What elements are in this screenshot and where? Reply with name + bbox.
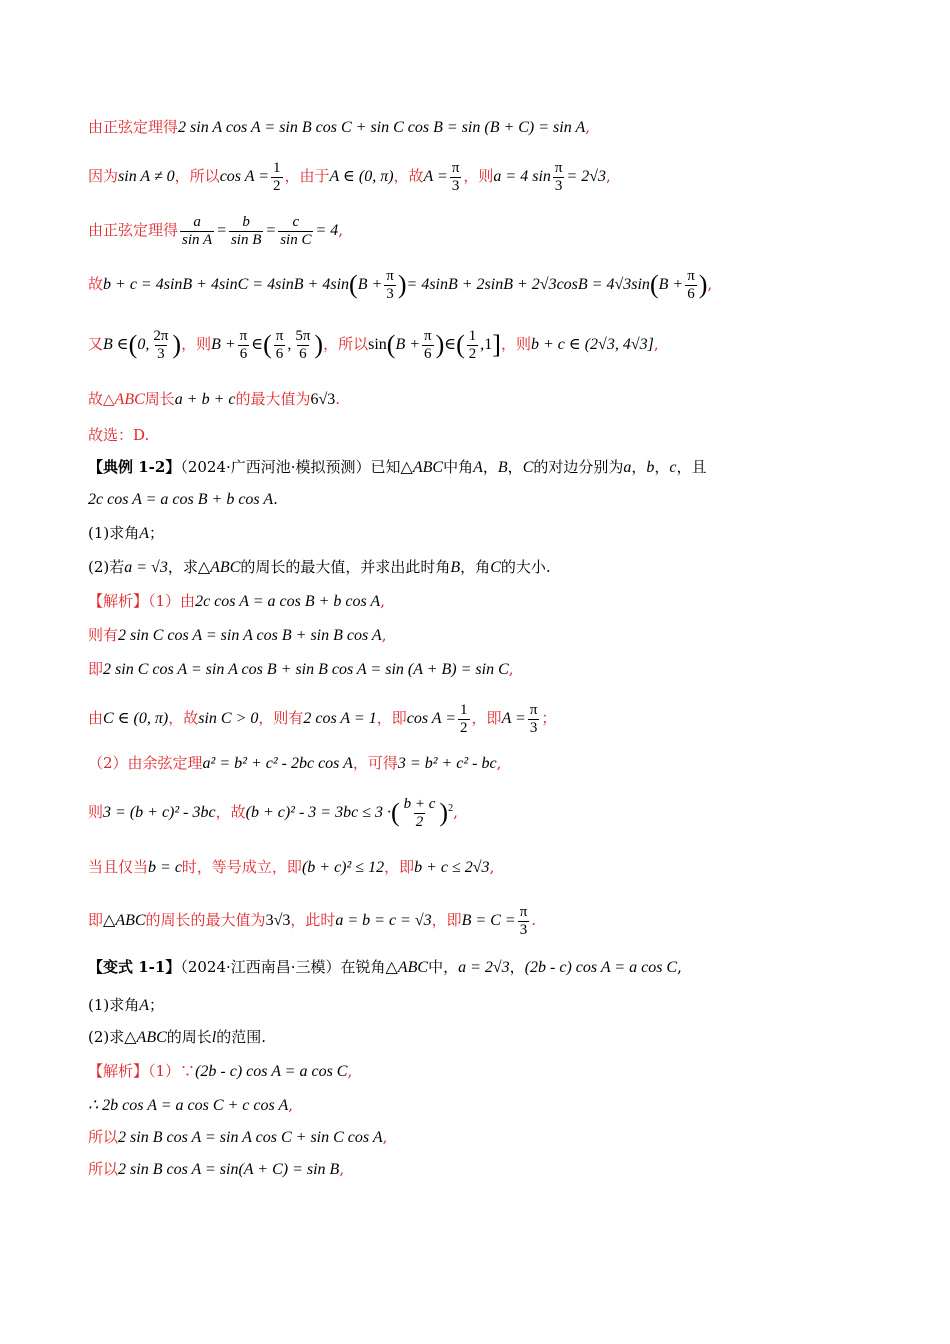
variant-analysis-2: ∴ 2b cos A = a cos C + c cos A, bbox=[88, 1096, 293, 1114]
analysis-tag: 【解析】 bbox=[88, 1062, 149, 1080]
punct: , bbox=[585, 118, 590, 136]
solution-line-3: 由正弦定理得 $\frac{a}{\text{sin A}}$ = $\frac{b}{\text{sin B}}$ = $\frac{c}{\text{sin C}}$ = 4, bbox=[88, 214, 344, 248]
math: cos A = bbox=[406, 710, 457, 727]
solution-line-6 bbox=[88, 390, 910, 411]
math: ∈ bbox=[251, 336, 264, 353]
answer-line bbox=[88, 426, 910, 446]
text: 故 bbox=[88, 275, 104, 293]
fraction: $\frac{\pi}{3}$ bbox=[386, 268, 394, 302]
math: a² = b² + c² - 2bc cos A bbox=[202, 755, 353, 772]
math: a = b = c = √3 bbox=[335, 912, 432, 929]
math: △ABC bbox=[124, 1029, 167, 1046]
exponent: 2 bbox=[448, 803, 454, 814]
variant-question-1: (1)求角A； bbox=[88, 996, 165, 1014]
math: C bbox=[490, 559, 501, 576]
math: = 2√3 bbox=[566, 168, 607, 185]
analysis-line-3: 即2 sin C cos A = sin A cos B + sin B cos A = sin (A + B) = sin C, bbox=[88, 660, 514, 678]
equation: 2 sin C cos A = sin A cos B + sin B cos A = sin (A + B) = sin C bbox=[103, 661, 509, 678]
fraction: $\frac{\pi}{6}$ bbox=[424, 328, 432, 362]
punct: , bbox=[653, 335, 659, 353]
variant-analysis-1: 【解析】（1）∵(2b - c) cos A = a cos C, bbox=[88, 1062, 353, 1080]
math: cos A = bbox=[219, 168, 270, 185]
variant-1-1-heading: 【变式 1-1】（2024·江西南昌·三模）在锐角△ABC中，a = 2√3，(2b - c) cos A = a cos C, bbox=[88, 958, 682, 976]
example-condition: 2c cos A = a cos B + b cos A. bbox=[88, 490, 278, 508]
variant-tag: 【变式 1-1】 bbox=[88, 958, 181, 976]
math: sin C > 0 bbox=[198, 710, 259, 727]
math: △ABC bbox=[197, 559, 241, 576]
fraction: $\frac{c}{\text{sin C}}$ bbox=[280, 214, 312, 248]
math: b + c = 4sinB + 4sinC = 4sinB + 4sin bbox=[103, 276, 350, 293]
math: = 4 bbox=[315, 222, 339, 239]
fraction: $\frac{\pi}{6}$ bbox=[239, 328, 248, 362]
fraction: $\frac{b}{\text{sin B}}$ bbox=[230, 214, 262, 248]
math: b + c ≤ 2√3 bbox=[414, 859, 490, 876]
math: 3√3 bbox=[265, 912, 291, 929]
math: 3 = b² + c² - bc bbox=[397, 755, 497, 772]
text: 周长 bbox=[144, 390, 175, 408]
math: a = 2√3 bbox=[458, 959, 510, 976]
equation: 2 sin B cos A = sin(A + C) = sin B bbox=[118, 1161, 340, 1178]
math: l bbox=[211, 1029, 217, 1046]
variant-analysis-3: 所以2 sin B cos A = sin A cos C + sin C cos A, bbox=[88, 1128, 388, 1146]
math: a bbox=[623, 459, 632, 476]
punct: , bbox=[338, 221, 344, 239]
fraction: $\frac{\pi}{3}$ bbox=[554, 160, 563, 194]
math: A bbox=[139, 997, 150, 1014]
analysis-line-8: 即△ABC的周长的最大值为3√3，此时a = b = c = √3，即B = C = $\frac{\pi}{3}$ . bbox=[88, 904, 537, 938]
analysis-line-5: （2）由余弦定理a² = b² + c² - 2bc cos A，可得3 = b² + c² - bc, bbox=[88, 754, 502, 772]
math: a = √3 bbox=[124, 559, 168, 576]
text: ，则 bbox=[500, 335, 531, 353]
math: B + bbox=[211, 336, 236, 353]
math: B bbox=[497, 459, 508, 476]
punct: , bbox=[606, 167, 611, 185]
fraction: $\frac{b + c}{2}$ bbox=[403, 796, 436, 830]
equation: 2 sin A cos A = sin B cos C + sin C cos B = sin (B + C) = sin A bbox=[178, 119, 586, 136]
text: （2024·广西河池·模拟预测）已知 bbox=[180, 458, 401, 476]
math: B + bbox=[395, 336, 421, 353]
equation: 2c cos A = a cos B + b cos A bbox=[88, 491, 274, 508]
math: △ABC bbox=[400, 459, 444, 476]
solution-line-5: 又B ∈(0, $\frac{2\pi}{3}$ )，则B + $\frac{\pi}{6}$ ∈( $\frac{\pi}{6}$ , $\frac{5\pi}{6}$ )，所以sin(B + $\frac{\pi}{6}$ )∈( $\frac{1}{2}$ ,1]，则b + c ∈ (2√3, 4√3], bbox=[88, 328, 659, 362]
equation: 2c cos A = a cos B + b cos A bbox=[195, 593, 381, 610]
math: ,1 bbox=[480, 336, 493, 353]
math: △ABC bbox=[103, 912, 146, 929]
math: (b + c)² ≤ 12 bbox=[301, 859, 385, 876]
math: sin bbox=[368, 336, 387, 353]
text: 由正弦定理得 bbox=[88, 221, 179, 239]
math: A = bbox=[423, 168, 448, 185]
math: 0, bbox=[137, 336, 150, 353]
punct: , bbox=[707, 275, 713, 293]
analysis-line-2: 则有2 sin C cos A = sin A cos B + sin B cos A, bbox=[88, 626, 387, 644]
math: b + c ∈ (2√3, 4√3] bbox=[530, 336, 654, 353]
text: 故△ bbox=[88, 390, 115, 408]
analysis-line-1: 【解析】（1）由2c cos A = a cos B + b cos A, bbox=[88, 592, 385, 610]
fraction: $\frac{5\pi}{6}$ bbox=[295, 328, 311, 362]
math: 6√3 bbox=[310, 391, 336, 408]
text: ，由于 bbox=[284, 167, 330, 185]
text: 因为 bbox=[88, 167, 119, 185]
example-tag: 【典例 1-2】 bbox=[88, 458, 181, 476]
example-1-2-heading: 【典例 1-2】（2024·广西河池·模拟预测）已知△ABC中角A，B，C的对边分别为a，b，c，且 bbox=[88, 458, 707, 476]
math: ABC bbox=[114, 391, 145, 408]
fraction: $\frac{1}{2}$ bbox=[460, 702, 468, 736]
math: A = bbox=[501, 710, 526, 727]
text: 由正弦定理得 bbox=[88, 118, 179, 136]
fraction: $\frac{2\pi}{3}$ bbox=[153, 328, 169, 362]
math: △ABC bbox=[385, 959, 429, 976]
math: a + b + c bbox=[174, 391, 236, 408]
math: B bbox=[450, 559, 461, 576]
math: sin A ≠ 0 bbox=[118, 168, 175, 185]
question-1: (1)求角A； bbox=[88, 524, 165, 542]
solution-line-1 bbox=[88, 118, 910, 139]
fraction: $\frac{1}{2}$ bbox=[273, 160, 281, 194]
math: B + bbox=[357, 276, 383, 293]
text: 又 bbox=[88, 335, 104, 353]
variant-question-2: (2)求△ABC的周长l的范围. bbox=[88, 1028, 267, 1046]
equation: (2b - c) cos A = a cos C bbox=[195, 1063, 348, 1080]
fraction: $\frac{\pi}{6}$ bbox=[275, 328, 284, 362]
fraction: $\frac{1}{2}$ bbox=[468, 328, 477, 362]
analysis-line-7: 当且仅当b = c时，等号成立，即(b + c)² ≤ 12，即b + c ≤ 2√3, bbox=[88, 858, 495, 876]
text: ，所以 bbox=[174, 167, 220, 185]
fraction: $\frac{\pi}{3}$ bbox=[451, 160, 460, 194]
analysis-line-4: 由C ∈ (0, π)，故sin C > 0，则有2 cos A = 1，即cos A = $\frac{1}{2}$ ，即A = $\frac{\pi}{3}$ ； bbox=[88, 702, 557, 736]
text: ，所以 bbox=[323, 335, 369, 353]
punct: . bbox=[335, 390, 341, 408]
math: (2b - c) cos A = a cos C bbox=[524, 959, 678, 976]
fraction: $\frac{\pi}{6}$ bbox=[687, 268, 695, 302]
equation: 2 sin B cos A = sin A cos C + sin C cos A bbox=[118, 1129, 383, 1146]
variant-analysis-4: 所以2 sin B cos A = sin(A + C) = sin B, bbox=[88, 1160, 345, 1178]
math: b = c bbox=[148, 859, 182, 876]
math: B + bbox=[658, 276, 684, 293]
math: B ∈ bbox=[103, 336, 129, 353]
text: ，则 bbox=[181, 335, 212, 353]
math: a = 4 sin bbox=[493, 168, 551, 185]
math: A ∈ (0, π) bbox=[329, 168, 394, 185]
math: C bbox=[522, 459, 534, 476]
math: B = C = bbox=[461, 912, 516, 929]
solution-line-4: 故b + c = 4sinB + 4sinC = 4sinB + 4sin(B + $\frac{\pi}{3}$ )= 4sinB + 2sinB + 2√3cosB = 4√3sin(B + $\frac{\pi}{6}$ ), bbox=[88, 268, 713, 302]
analysis-tag: 【解析】 bbox=[88, 592, 149, 610]
math: 2 cos A = 1 bbox=[303, 710, 377, 727]
math: ∈ bbox=[444, 336, 457, 353]
solution-line-2 bbox=[88, 160, 910, 194]
math: b bbox=[646, 459, 655, 476]
equation: 2 sin C cos A = sin A cos B + sin B cos A bbox=[118, 627, 382, 644]
fraction: $\frac{\pi}{3}$ bbox=[529, 702, 538, 736]
math: (b + c)² - 3 = 3bc ≤ 3 · bbox=[245, 804, 391, 821]
fraction: $\frac{\pi}{3}$ bbox=[519, 904, 528, 938]
fraction: $\frac{a}{\text{sin A}}$ bbox=[182, 214, 213, 248]
text: 故选：D. bbox=[88, 426, 150, 444]
analysis-line-6: 则3 = (b + c)² - 3bc，故(b + c)² - 3 = 3bc ≤ 3 ·( $\frac{b + c}{2}$ )$^2$, bbox=[88, 796, 458, 830]
math: C ∈ (0, π) bbox=[103, 710, 169, 727]
text: 的最大值为 bbox=[235, 390, 311, 408]
math: 3 = (b + c)² - 3bc bbox=[103, 804, 216, 821]
math: A bbox=[139, 525, 150, 542]
math: = 4sinB + 2sinB + 2√3cosB = 4√3sin bbox=[406, 276, 650, 293]
question-2: (2)若a = √3，求△ABC的周长的最大值，并求出此时角B，角C的大小. bbox=[88, 558, 551, 576]
text: ，故 bbox=[393, 167, 424, 185]
math: c bbox=[669, 459, 677, 476]
equation: ∴ 2b cos A = a cos C + c cos A bbox=[88, 1097, 289, 1114]
text: ，则 bbox=[463, 167, 494, 185]
math: A bbox=[473, 459, 483, 476]
